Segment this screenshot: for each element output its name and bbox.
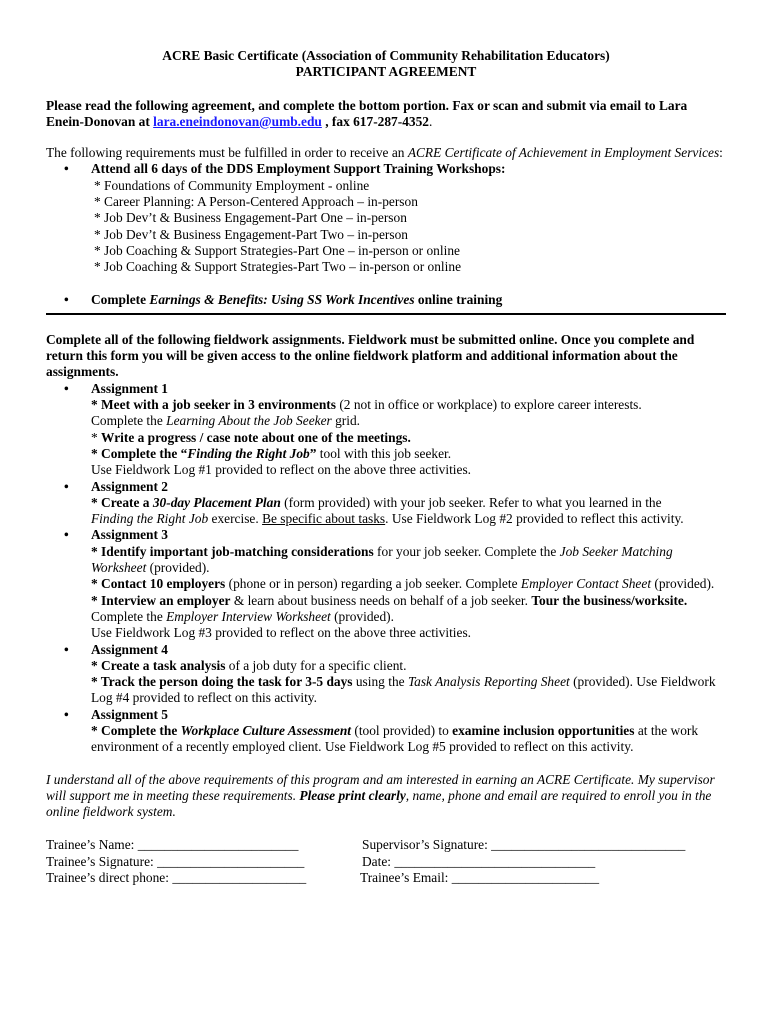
assignment-3-heading: • Assignment 3 xyxy=(64,527,169,543)
email-link[interactable]: lara.eneindonovan@umb.edu xyxy=(153,113,322,129)
agreement-page xyxy=(46,46,726,886)
bullet-icon: • xyxy=(64,380,69,396)
agreement-statement: I understand all of the above requirements of this program and am interested in earning an ACRE Certificate. My supervisor will support me in meeting these requirements. Please print clearly, name, phone and email are required to enroll you in the online fieldwork system. xyxy=(46,771,715,820)
assignment-1-heading: • Assignment 1 xyxy=(64,380,169,396)
bullet-icon: • xyxy=(64,478,69,494)
title-line-1: ACRE Basic Certificate (Association of Community Rehabilitation Educators) xyxy=(162,48,610,63)
workshop-item: * Foundations of Community Employment - online xyxy=(94,177,370,193)
fieldwork-intro: Complete all of the following fieldwork assignments. Fieldwork must be submitted online. Once you complete and return this form you will be given access to the online fieldwork platform and additional information about the assignments. xyxy=(46,331,695,380)
workshop-list xyxy=(46,178,726,276)
assignment-4-heading: • Assignment 4 xyxy=(64,641,169,657)
workshops-bullet xyxy=(46,161,726,177)
trainee-phone-field[interactable]: Trainee’s direct phone: ____________________ xyxy=(46,870,307,886)
workshops-heading: Attend all 6 days of the DDS Employment Support Training Workshops: xyxy=(91,161,506,177)
title-line-2: PARTICIPANT AGREEMENT xyxy=(295,64,477,80)
intro-paragraph: Please read the following agreement, and complete the bottom portion. Fax or scan and submit via email to Lara Enein-Donovan at lara.eneindonovan@umb.edu , fax 617-287-4352. xyxy=(46,97,688,129)
assignment-4-body: * Create a task analysis of a job duty for a specific client. * Track the person doing the task for 3-5 days using the Task Analysis Reporting Sheet (provided). Use Fieldwork Log #4 provided to reflect on this activity. xyxy=(91,657,716,706)
earnings-training-name: Earnings & Benefits: Using SS Work Incentives xyxy=(149,291,415,307)
workshop-item: * Job Dev’t & Business Engagement-Part One – in-person xyxy=(94,210,407,226)
date-field[interactable]: Date: ______________________________ xyxy=(362,853,596,869)
document-title xyxy=(46,48,726,81)
bullet-icon: • xyxy=(64,706,69,722)
section-divider xyxy=(46,313,726,315)
supervisor-signature-field[interactable]: Supervisor’s Signature: _____________________________ xyxy=(362,837,686,853)
bullet-icon: • xyxy=(64,291,69,307)
bullet-icon: • xyxy=(64,641,69,657)
certificate-name: ACRE Certificate of Achievement in Employment Services xyxy=(407,145,720,161)
bullet-icon: • xyxy=(64,527,69,543)
workshop-item: * Career Planning: A Person-Centered Approach – in-person xyxy=(94,194,418,210)
trainee-signature-field[interactable]: Trainee’s Signature: ______________________ xyxy=(46,853,305,869)
bullet-icon: • xyxy=(64,161,69,177)
print-clearly-note: Please print clearly xyxy=(299,787,406,803)
assignment-5-heading: • Assignment 5 xyxy=(64,706,169,722)
fax-text: , fax 617-287-4352 xyxy=(321,113,429,129)
requirements-lead: The following requirements must be fulfilled in order to receive an ACRE Certificate of Achievement in Employment Services: xyxy=(46,145,723,161)
assignment-2-heading: • Assignment 2 xyxy=(64,478,169,494)
intro-text: Please read the following agreement, and complete the bottom portion. Fax or scan and submit via email to Lara Enein-Donovan at xyxy=(46,97,688,129)
workshop-item: * Job Dev’t & Business Engagement-Part Two – in-person xyxy=(94,226,408,242)
earnings-bullet: • Complete Earnings & Benefits: Using SS Work Incentives online training xyxy=(64,291,503,307)
assignment-1-body: * Meet with a job seeker in 3 environments (2 not in office or workplace) to explore career interests. Complete the Learning About the Job Seeker grid. * Write a progress / case note about one of the meetings. * Complete the “Finding the Right Job” tool with this job seeker. Use Fieldwork Log #1 provided to reflect on the above three activities. xyxy=(91,397,642,478)
assignment-5-body: * Complete the Workplace Culture Assessment (tool provided) to examine inclusion opportunities at the work environment of a recently employed client. Use Fieldwork Log #5 provided to reflect on this activity. xyxy=(91,722,699,755)
trainee-name-field[interactable]: Trainee’s Name: ________________________ xyxy=(46,837,299,853)
workshop-item: * Job Coaching & Support Strategies-Part Two – in-person or online xyxy=(94,259,462,275)
signature-block xyxy=(46,837,726,886)
assignment-3-body: * Identify important job-matching considerations for your job seeker. Complete the Job Seeker Matching Worksheet (provided). * Contact 10 employers (phone or in person) regarding a job seeker. Complete Employer Contact Sheet (provided). * Interview an employer & learn about business needs on behalf of a job seeker. Tour the business/worksite. Complete the Employer Interview Worksheet (provided). Use Fieldwork Log #3 provided to reflect on the above three activities. xyxy=(91,543,715,641)
trainee-email-field[interactable]: Trainee’s Email: ______________________ xyxy=(360,870,600,886)
workshop-item: * Job Coaching & Support Strategies-Part One – in-person or online xyxy=(94,242,460,258)
assignment-2-body: * Create a 30-day Placement Plan (form provided) with your job seeker. Refer to what you learned in the Finding the Right Job exercise. Be specific about tasks. Use Fieldwork Log #2 provided to reflect this activity. xyxy=(91,494,684,527)
